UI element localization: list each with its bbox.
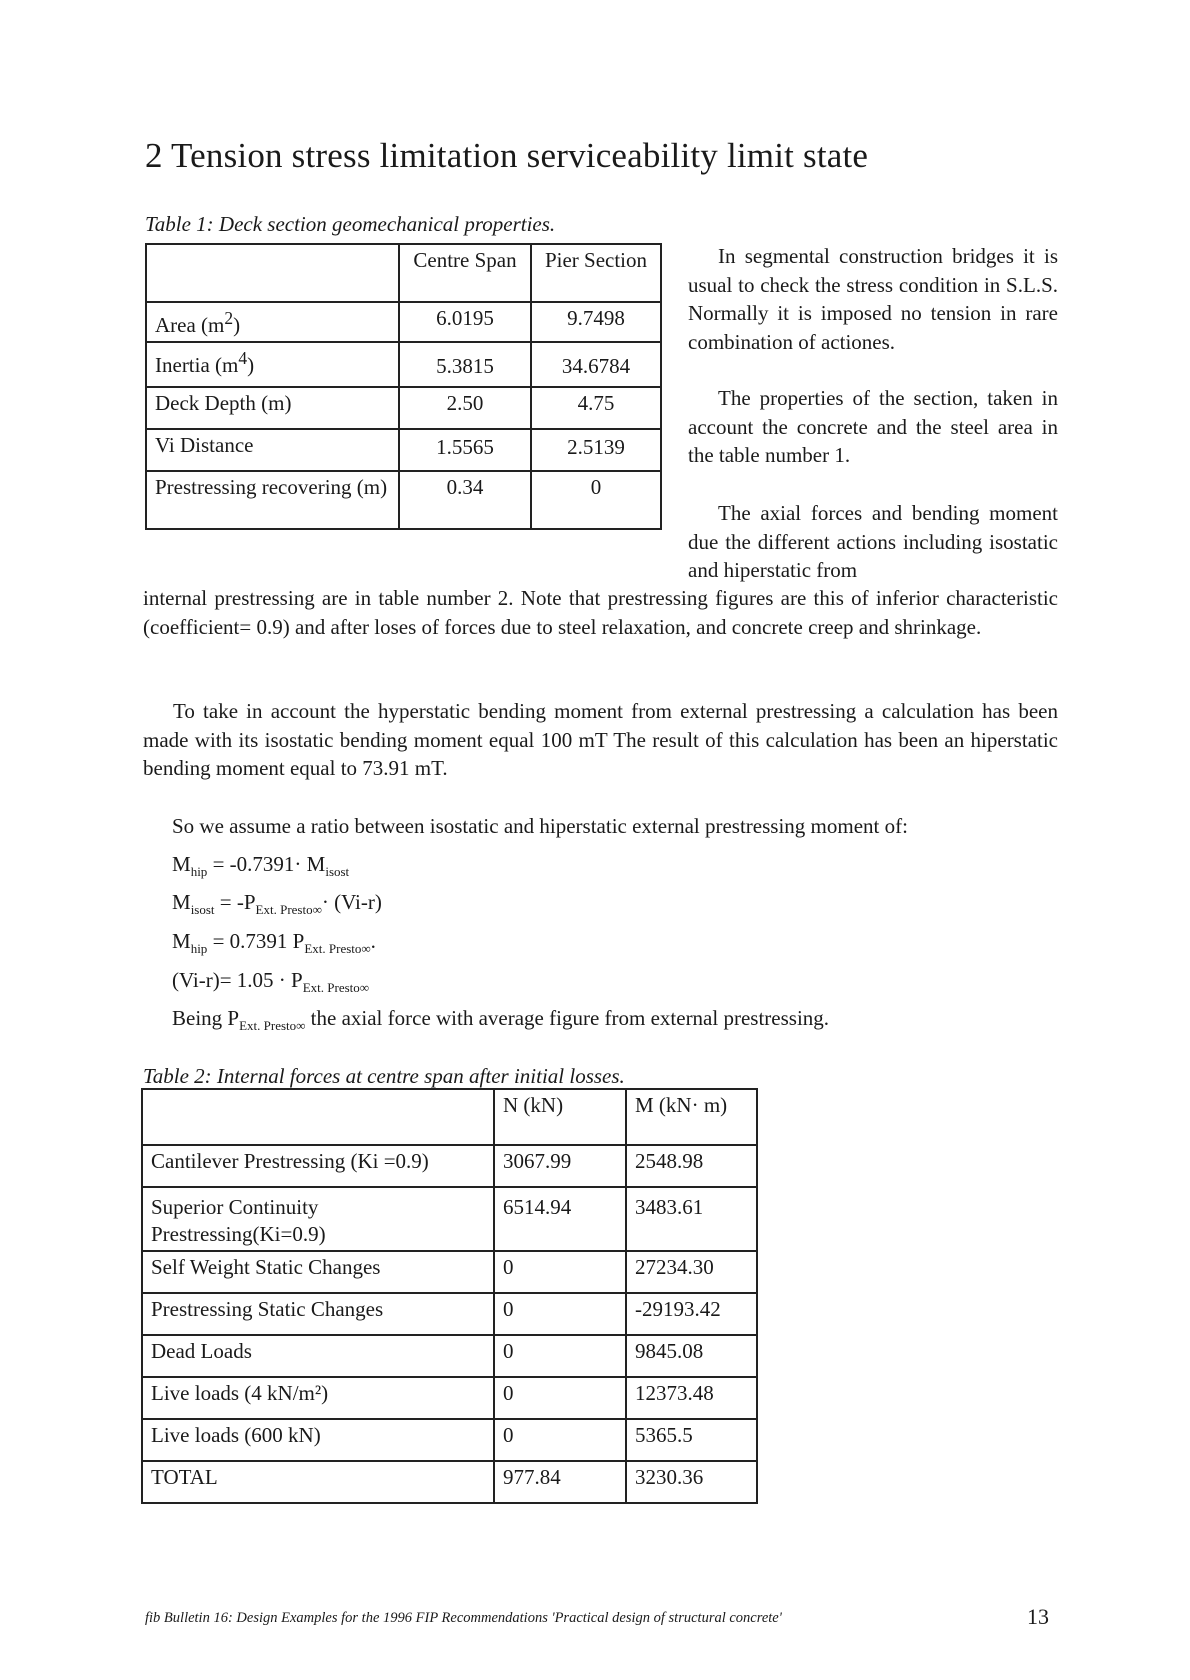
table1-caption: Table 1: Deck section geomechanical properties. [145, 212, 556, 236]
table2 [141, 1088, 758, 1504]
table2-row-label: Self Weight Static Changes [142, 1251, 494, 1293]
body-paragraph-4: To take in account the hyperstatic bending moment from external prestressing a calculation has been made with its isostatic bending moment equal 100 mT The result of this calculation has been an hiperstatic bending moment equal to 73.91 mT. [143, 699, 1058, 780]
table-row [142, 1145, 757, 1187]
table2-cell-m: 12373.48 [626, 1377, 757, 1419]
table1-row-label: Area $(m^2)$ [146, 302, 399, 342]
equation-2: $M_{isost} = -P_{Ext. Presto\infty}\cdot (Vi-r)$ [172, 890, 382, 918]
table2-cell-n: 3067.99 [494, 1145, 626, 1187]
table1-cell: 6.0195 [399, 302, 531, 342]
table-row [142, 1251, 757, 1293]
table1-header-row [146, 244, 661, 302]
table1-header-empty [146, 244, 399, 302]
table2-header-row [142, 1089, 757, 1145]
side-paragraph-1: In segmental construction bridges it is usual to check the stress condition in S.L.S. Normally it is imposed no tension in rare combination of actiones. [688, 244, 1058, 354]
table2-cell-m: 2548.98 [626, 1145, 757, 1187]
table2-cell-n: 0 [494, 1419, 626, 1461]
table-row [142, 1377, 757, 1419]
table-row [142, 1419, 757, 1461]
table2-row-label: TOTAL [142, 1461, 494, 1503]
table2-cell-n: 0 [494, 1293, 626, 1335]
table2-cell-m: 9845.08 [626, 1335, 757, 1377]
table-row [142, 1187, 757, 1251]
table1-cell: 4.75 [531, 387, 661, 429]
table2-cell-n: 977.84 [494, 1461, 626, 1503]
table-row [146, 342, 661, 387]
table1-row-label: Prestressing recovering (m) [146, 471, 399, 529]
table1-cell: 2.50 [399, 387, 531, 429]
table2-cell-m: 5365.5 [626, 1419, 757, 1461]
table-row [146, 471, 661, 529]
body-paragraph-3-cont: internal prestressing are in table number 2. Note that prestressing figures are this of inferior characteristic (coefficient= 0.9) and after loses of forces due to steel relaxation, and concrete creep and shrinkage. [143, 586, 1058, 639]
table2-cell-n: 6514.94 [494, 1187, 626, 1251]
body-paragraph-5: So we assume a ratio between isostatic and hiperstatic external prestressing moment of: [172, 814, 908, 838]
table2-cell-m: 3483.61 [626, 1187, 757, 1251]
table-row [146, 429, 661, 471]
table1-row-label: Deck Depth (m) [146, 387, 399, 429]
table2-cell-n: 0 [494, 1377, 626, 1419]
table-row [142, 1293, 757, 1335]
table1-header-centre-span: Centre Span [399, 244, 531, 302]
table1-cell: 34.6784 [531, 342, 661, 387]
table-row [142, 1461, 757, 1503]
table1-header-pier-section: Pier Section [531, 244, 661, 302]
table2-cell-m: 3230.36 [626, 1461, 757, 1503]
table2-header-empty [142, 1089, 494, 1145]
table2-row-label: Live loads (600 kN) [142, 1419, 494, 1461]
table2-cell-n: 0 [494, 1335, 626, 1377]
table-row [142, 1335, 757, 1377]
table1-cell: 1.5565 [399, 429, 531, 471]
table2-cell-m: 27234.30 [626, 1251, 757, 1293]
table2-cell-m: -29193.42 [626, 1293, 757, 1335]
table1-row-label: Vi Distance [146, 429, 399, 471]
table1-cell: 9.7498 [531, 302, 661, 342]
table1-cell: 5.3815 [399, 342, 531, 387]
table2-row-label: Prestressing Static Changes [142, 1293, 494, 1335]
table2-caption: Table 2: Internal forces at centre span after initial losses. [143, 1064, 625, 1088]
equation-3: $M_{hip} = 0.7391$ $P_{Ext. Presto\infty}$. [172, 929, 376, 957]
table2-cell-n: 0 [494, 1251, 626, 1293]
table2-row-label: Cantilever Prestressing (Ki =0.9) [142, 1145, 494, 1187]
table2-row-label: Live loads (4 kN/m²) [142, 1377, 494, 1419]
table-row [146, 387, 661, 429]
table2-row-label: Dead Loads [142, 1335, 494, 1377]
equation-4: $(Vi-r)= 1.05 \cdot P_{Ext. Presto\infty}$ [172, 968, 370, 996]
page-number: 13 [1027, 1604, 1049, 1629]
table2-header-n: N (kN) [494, 1089, 626, 1145]
table2-row-label: Superior Continuity Prestressing(Ki=0.9) [142, 1187, 494, 1251]
table1 [145, 243, 662, 530]
table1-cell: 0 [531, 471, 661, 529]
equation-5: Being $P_{Ext. Presto\infty}$ the axial force with average figure from external prestressing. [172, 1006, 830, 1034]
equation-1: $M_{hip} = -0.7391\cdot M_{isost}$ [172, 852, 350, 880]
table1-row-label: Inertia $(m^4)$ [146, 342, 399, 387]
side-paragraph-2: The properties of the section, taken in account the concrete and the steel area in the table number 1. [688, 386, 1058, 467]
side-paragraph-3: The axial forces and bending moment due the different actions including isostatic and hiperstatic from [688, 501, 1058, 582]
table-row [146, 302, 661, 342]
page-footer: fib Bulletin 16: Design Examples for the 1996 FIP Recommendations 'Practical design of structural concrete' [145, 1610, 782, 1626]
section-heading: 2 Tension stress limitation serviceability limit state [145, 136, 869, 175]
table1-cell: 0.34 [399, 471, 531, 529]
table1-cell: 2.5139 [531, 429, 661, 471]
table2-header-m: M (kN· m) [626, 1089, 757, 1145]
